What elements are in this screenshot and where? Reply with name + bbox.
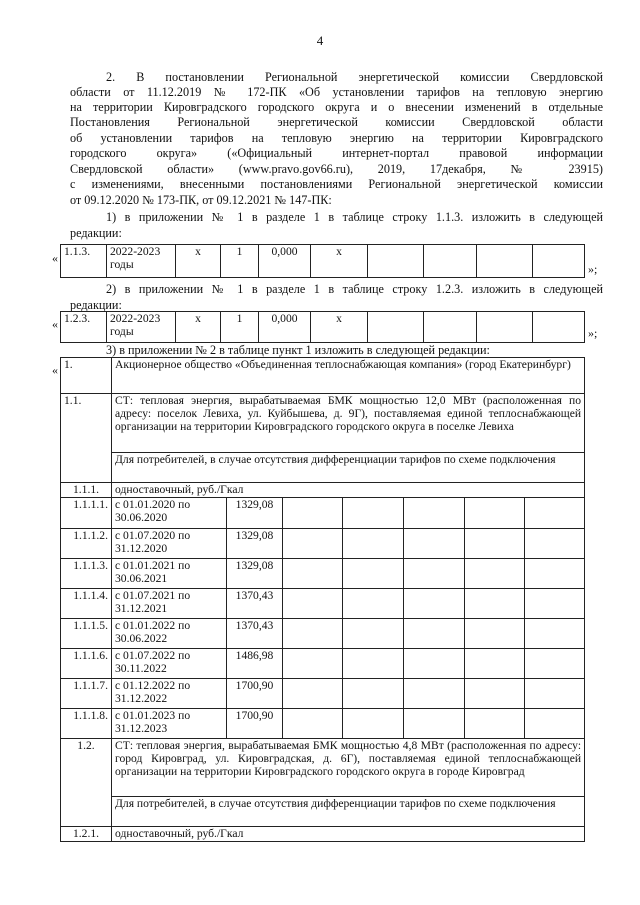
table-row [61, 589, 585, 619]
row-number: 1. [61, 358, 112, 394]
tariff-value: 1486,98 [227, 649, 283, 679]
para2-line: 2. В постановлении Региональной энергетической комиссии Свердловской [106, 70, 603, 84]
rate-type: одноставочный, руб./Гкал [112, 827, 585, 842]
tariff-value: 1329,08 [227, 498, 283, 529]
para2-line: на территории Кировградского городского округа и о внесении изменений в отдельные [70, 100, 603, 114]
empty-cell [533, 312, 585, 343]
table-row [61, 679, 585, 709]
table-row [61, 245, 585, 278]
para2-line: Свердловской области» (www.pravo.gov66.ru), 2019, 17декабря, № 23915) [70, 162, 603, 176]
table-row [61, 498, 585, 529]
tariff-table [60, 357, 585, 842]
page-number: 4 [316, 33, 324, 48]
row-number: 1.1.1.7. [61, 679, 112, 709]
para2-line: городского округа» («Официальный интернет-портал правовой информации [70, 146, 603, 160]
item-1-line: 1) в приложении № 1 в разделе 1 в таблице строку 1.1.3. изложить в следующей [106, 210, 603, 224]
period-cell: с 01.01.2020 по 30.06.2020 [112, 498, 227, 529]
row-number: 1.2.3. [61, 312, 107, 343]
row-number: 1.1.1.5. [61, 619, 112, 649]
item-2-line: 2) в приложении № 1 в разделе 1 в таблице строку 1.2.3. изложить в следующей [106, 282, 603, 296]
item-2-line: редакции: [70, 298, 122, 312]
empty-cell [368, 312, 424, 343]
row-number: 1.1.1.1. [61, 498, 112, 529]
row-number: 1.1.1.4. [61, 589, 112, 619]
consumer-group: Для потребителей, в случае отсутствия дифференциации тарифов по схеме подключения [112, 797, 585, 827]
empty-cell [424, 245, 477, 278]
para2-line: области от 11.12.2019 № 172-ПК «Об установлении тарифов на тепловую энергию [70, 85, 603, 99]
para2-line: от 09.12.2020 № 173-ПК, от 09.12.2021 № 147-ПК: [70, 193, 332, 207]
open-quote: « [52, 363, 58, 377]
cell-x: х [176, 245, 221, 278]
cell-x: х [311, 245, 368, 278]
para2-line: с изменениями, внесенными постановлениями Региональной энергетической комиссии [70, 177, 603, 191]
tariff-value: 1700,90 [227, 679, 283, 709]
empty-cell [477, 245, 533, 278]
table-row [61, 358, 585, 394]
cell-value: 0,000 [259, 245, 311, 278]
tariff-value: 1370,43 [227, 619, 283, 649]
table-row [61, 559, 585, 589]
cell-x: х [176, 312, 221, 343]
table-row [61, 483, 585, 498]
source-description: СТ: тепловая энергия, вырабатываемая БМК мощностью 4,8 МВт (расположенная по адресу: город Кировград, ул. Кировградская, д. 6Г), поставляемая единой теплоснабжающей организации на территории Кировградского городского округа в городе Кировград [112, 739, 585, 797]
row-number: 1.2.1. [61, 827, 112, 842]
row-113-table [60, 244, 585, 278]
tariff-value: 1329,08 [227, 529, 283, 559]
row-number: 1.1.1. [61, 483, 112, 498]
open-quote: « [52, 317, 58, 331]
cell-value: 0,000 [259, 312, 311, 343]
table-row [61, 827, 585, 842]
period-cell: 2022-2023 годы [107, 245, 176, 278]
period-cell: с 01.07.2020 по 31.12.2020 [112, 529, 227, 559]
row-number: 1.1.3. [61, 245, 107, 278]
empty-cell [424, 312, 477, 343]
rate-type: одноставочный, руб./Гкал [112, 483, 585, 498]
period-cell: с 01.01.2021 по 30.06.2021 [112, 559, 227, 589]
period-cell: с 01.07.2021 по 31.12.2021 [112, 589, 227, 619]
open-quote: « [52, 251, 58, 265]
item-1-line: редакции: [70, 226, 122, 240]
row-number: 1.1.1.2. [61, 529, 112, 559]
table-row [61, 453, 585, 483]
tariff-value: 1700,90 [227, 709, 283, 739]
para2-line: Постановления Региональной энергетической комиссии Свердловской области [70, 115, 603, 129]
table-row [61, 649, 585, 679]
row-number: 1.1.1.3. [61, 559, 112, 589]
item-3-line: 3) в приложении № 2 в таблице пункт 1 изложить в следующей редакции: [106, 343, 490, 357]
period-cell: с 01.12.2022 по 31.12.2022 [112, 679, 227, 709]
consumer-group: Для потребителей, в случае отсутствия дифференциации тарифов по схеме подключения [112, 453, 585, 483]
table-row [61, 394, 585, 453]
cell-value: 1 [221, 312, 259, 343]
empty-cell [368, 245, 424, 278]
close-quote: »; [588, 326, 598, 340]
tariff-value: 1370,43 [227, 589, 283, 619]
period-cell: 2022-2023 годы [107, 312, 176, 343]
table-row [61, 619, 585, 649]
row-number: 1.1. [61, 394, 112, 483]
period-cell: с 01.07.2022 по 30.11.2022 [112, 649, 227, 679]
table-row [61, 739, 585, 797]
cell-x: х [311, 312, 368, 343]
tariff-value: 1329,08 [227, 559, 283, 589]
row-number: 1.1.1.8. [61, 709, 112, 739]
row-number: 1.1.1.6. [61, 649, 112, 679]
table-row [61, 529, 585, 559]
period-cell: с 01.01.2023 по 31.12.2023 [112, 709, 227, 739]
row-123-table [60, 311, 585, 343]
row-number: 1.2. [61, 739, 112, 827]
close-quote: »; [588, 262, 598, 276]
source-description: СТ: тепловая энергия, вырабатываемая БМК мощностью 12,0 МВт (расположенная по адресу: поселок Левиха, ул. Куйбышева, д. 9Г), поставляемая единой теплоснабжающей организации на территории Кировградского городского округа в поселке Левиха [112, 394, 585, 453]
table-row [61, 312, 585, 343]
period-cell: с 01.01.2022 по 30.06.2022 [112, 619, 227, 649]
empty-cell [533, 245, 585, 278]
table-row [61, 709, 585, 739]
para2-line: об установлении тарифов на тепловую энергию на территории Кировградского [70, 131, 603, 145]
empty-cell [477, 312, 533, 343]
table-row [61, 797, 585, 827]
cell-value: 1 [221, 245, 259, 278]
org-name: Акционерное общество «Объединенная теплоснабжающая компания» (город Екатеринбург) [112, 358, 585, 394]
